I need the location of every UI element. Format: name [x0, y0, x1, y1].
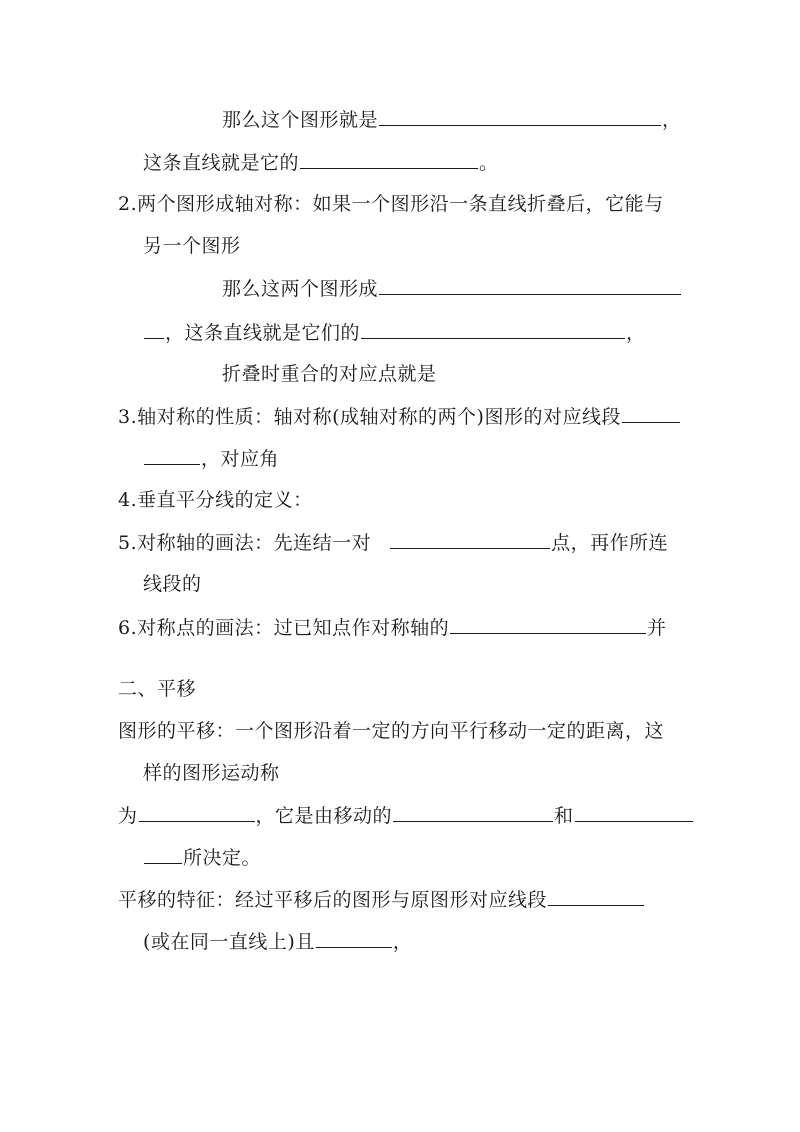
- line-corresponding-points: [222, 362, 437, 386]
- section-heading-translation: [118, 677, 196, 701]
- item-4-definition: [118, 488, 313, 512]
- item-5-axis-drawing: [118, 530, 668, 555]
- text-segment: 5.对称轴的画法：先连结一对: [118, 532, 372, 554]
- text-segment: 6.对称点的画法：过已知点作对称轴的: [118, 617, 450, 639]
- text-segment: 3.轴对称的性质：轴对称(成轴对称的两个)图形的对应线段: [118, 406, 621, 428]
- fill-blank[interactable]: [450, 615, 646, 634]
- text-segment: 样的图形运动称: [143, 762, 280, 784]
- fill-blank[interactable]: [361, 320, 625, 339]
- text-segment: 4.垂直平分线的定义：: [118, 489, 313, 511]
- fill-blank[interactable]: [139, 803, 255, 822]
- text-segment: ，: [392, 931, 413, 953]
- translation-called: [118, 803, 694, 828]
- fill-blank[interactable]: [144, 446, 200, 465]
- text-segment: ，: [662, 109, 682, 131]
- fill-blank[interactable]: [393, 803, 553, 822]
- line-figure-is: [222, 107, 682, 132]
- line-two-figures-form: [222, 276, 682, 301]
- fill-blank[interactable]: [548, 887, 644, 906]
- translation-decided-by: [143, 845, 261, 870]
- text-segment: 折叠时重合的对应点就是: [222, 363, 437, 385]
- text-segment: 并: [647, 617, 667, 639]
- text-segment: 所决定。: [183, 847, 262, 869]
- text-segment: ，: [626, 322, 646, 344]
- line-axis-is: [143, 150, 499, 175]
- fill-blank[interactable]: [622, 404, 680, 423]
- item-3-properties: [118, 404, 681, 429]
- fill-blank[interactable]: [390, 530, 550, 549]
- translation-definition-continued: [143, 761, 280, 785]
- fill-blank[interactable]: [144, 320, 164, 339]
- text-segment: 为: [118, 805, 138, 827]
- text-segment: 平移的特征：经过平移后的图形与原图形对应线段: [118, 889, 548, 911]
- text-segment: (或在同一直线上)且: [143, 931, 315, 953]
- text-segment: 那么这两个图形成: [222, 278, 379, 300]
- translation-features: [118, 887, 645, 912]
- item-3-continued: [143, 446, 279, 471]
- text-segment: 图形的平移：一个图形沿着一定的方向平行移动一定的距离，这: [118, 720, 665, 742]
- text-segment: 二、平移: [118, 678, 197, 700]
- text-segment: ，对应角: [201, 448, 280, 470]
- text-segment: 2.两个图形成轴对称：如果一个图形沿一条直线折叠后，它能与: [118, 193, 664, 215]
- line-their-axis: [143, 320, 646, 345]
- text-segment: 和: [554, 805, 574, 827]
- fill-blank[interactable]: [379, 276, 681, 295]
- translation-definition: [118, 719, 664, 743]
- fill-blank[interactable]: [316, 929, 392, 948]
- text-segment: ，它是由移动的: [255, 805, 393, 827]
- text-segment: 线段的: [143, 573, 202, 595]
- text-segment: 。: [479, 152, 499, 174]
- text-segment: 那么这个图形就是: [222, 109, 379, 131]
- text-segment: 点，再作所连: [551, 532, 669, 554]
- fill-blank[interactable]: [575, 803, 693, 822]
- item-6-point-drawing: [118, 615, 667, 640]
- translation-features-continued: [143, 929, 412, 954]
- text-segment: ，这条直线就是它们的: [165, 322, 361, 344]
- fill-blank[interactable]: [379, 107, 661, 126]
- item-2-heading: [118, 192, 664, 216]
- item-5-continued: [143, 572, 202, 596]
- text-segment: 另一个图形: [143, 235, 241, 257]
- item-2-continued: [143, 234, 241, 258]
- fill-blank[interactable]: [300, 150, 478, 169]
- text-segment: 这条直线就是它的: [143, 152, 300, 174]
- fill-blank[interactable]: [144, 845, 182, 864]
